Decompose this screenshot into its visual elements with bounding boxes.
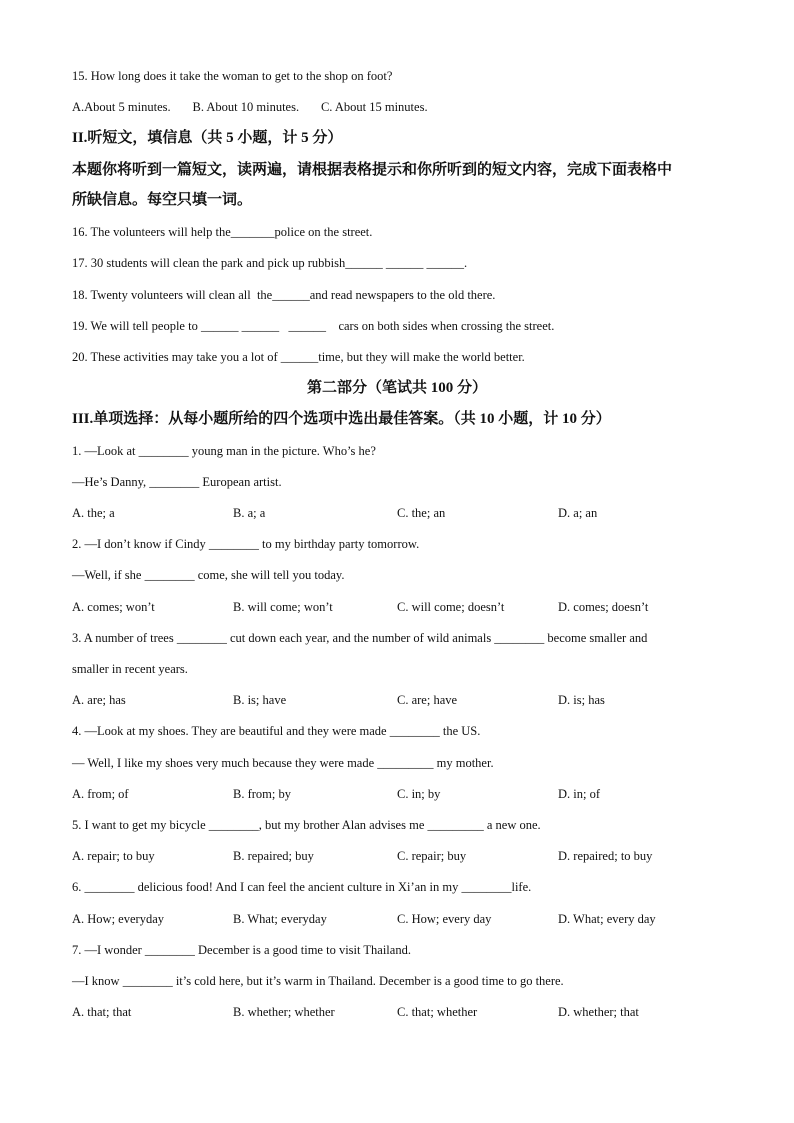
option-a: A. are; has: [72, 693, 126, 707]
option-d: D. repaired; to buy: [558, 849, 653, 863]
question-1-line-2: —He’s Danny, ________ European artist.: [72, 475, 282, 489]
question-2-line-1: 2. —I don’t know if Cindy ________ to my birthday party tomorrow.: [72, 537, 420, 551]
option-a: A. from; of: [72, 787, 129, 801]
option-c: C. are; have: [397, 693, 458, 707]
question-4-line-2: — Well, I like my shoes very much because they were made _________ my mother.: [72, 756, 494, 770]
option-a: A. that; that: [72, 1005, 132, 1019]
option-d: D. a; an: [558, 506, 598, 520]
question-4-options: [72, 786, 752, 802]
option-d: D. comes; doesn’t: [558, 600, 649, 614]
question-3-options: [72, 692, 752, 708]
option-c: C. that; whether: [397, 1005, 478, 1019]
option-c: C. will come; doesn’t: [397, 600, 505, 614]
option-a: A. comes; won’t: [72, 600, 155, 614]
option-a: A. the; a: [72, 506, 115, 520]
question-7-line-1: 7. —I wonder ________ December is a good time to visit Thailand.: [72, 943, 411, 957]
question-2-options: [72, 599, 752, 615]
question-20: 20. These activities may take you a lot of ______time, but they will make the world better.: [72, 350, 525, 364]
question-18: 18. Twenty volunteers will clean all the______and read newspapers to the old there.: [72, 288, 496, 302]
question-7-line-2: —I know ________ it’s cold here, but it’s warm in Thailand. December is a good time to go there.: [72, 974, 564, 988]
option-d: D. in; of: [558, 787, 601, 801]
option-b: B. repaired; buy: [233, 849, 314, 863]
question-5-line-1: 5. I want to get my bicycle ________, but my brother Alan advises me _________ a new one.: [72, 818, 541, 832]
question-5-options: [72, 848, 752, 864]
option-b: B. will come; won’t: [233, 600, 333, 614]
option-a: A. repair; to buy: [72, 849, 155, 863]
option-d: D. What; every day: [558, 912, 656, 926]
option-b: B. What; everyday: [233, 912, 327, 926]
option-d: D. whether; that: [558, 1005, 639, 1019]
option-b: B. from; by: [233, 787, 291, 801]
option-b: B. is; have: [233, 693, 287, 707]
question-17: 17. 30 students will clean the park and pick up rubbish______ ______ ______.: [72, 256, 468, 270]
question-3-line-1: 3. A number of trees ________ cut down each year, and the number of wild animals ________ become smaller and: [72, 631, 648, 645]
question-16: 16. The volunteers will help the_______police on the street.: [72, 225, 373, 239]
section-2-title: II.听短文，填信息（共 5 小题，计 5 分）: [72, 130, 343, 146]
option-d: D. is; has: [558, 693, 605, 707]
question-2-line-2: —Well, if she ________ come, she will tell you today.: [72, 568, 345, 582]
question-3-line-2: smaller in recent years.: [72, 662, 188, 676]
question-15-stem: 15. How long does it take the woman to get to the shop on foot?: [72, 69, 393, 83]
question-1-line-1: 1. —Look at ________ young man in the picture. Who’s he?: [72, 444, 376, 458]
question-4-line-1: 4. —Look at my shoes. They are beautiful and they were made ________ the US.: [72, 724, 481, 738]
option-c: C. repair; buy: [397, 849, 467, 863]
part-2-title: 第二部分（笔试共 100 分）: [306, 380, 487, 396]
section-2-instructions: 本题你将听到一篇短文，读两遍，请根据表格提示和你所听到的短文内容，完成下面表格中: [72, 162, 673, 178]
option-a: A. How; everyday: [72, 912, 164, 926]
option-c: C. in; by: [397, 787, 441, 801]
question-1-options: [72, 505, 752, 521]
option-b: B. whether; whether: [233, 1005, 335, 1019]
section-2-instructions-cont: 所缺信息。每空只填一词。: [72, 192, 253, 208]
option-c: C. the; an: [397, 506, 446, 520]
question-7-options: [72, 1004, 752, 1020]
option-b: B. a; a: [233, 506, 266, 520]
question-15-options: A.About 5 minutes. B. About 10 minutes. C. About 15 minutes.: [72, 100, 428, 114]
section-3-title: III.单项选择：从每小题所给的四个选项中选出最佳答案。（共 10 小题，计 10 分）: [72, 411, 611, 427]
question-6-line-1: 6. ________ delicious food! And I can feel the ancient culture in Xi’an in my ________life.: [72, 880, 532, 894]
option-c: C. How; every day: [397, 912, 492, 926]
question-19: 19. We will tell people to ______ ______ ______ cars on both sides when crossing the street.: [72, 319, 555, 333]
question-6-options: [72, 911, 752, 927]
